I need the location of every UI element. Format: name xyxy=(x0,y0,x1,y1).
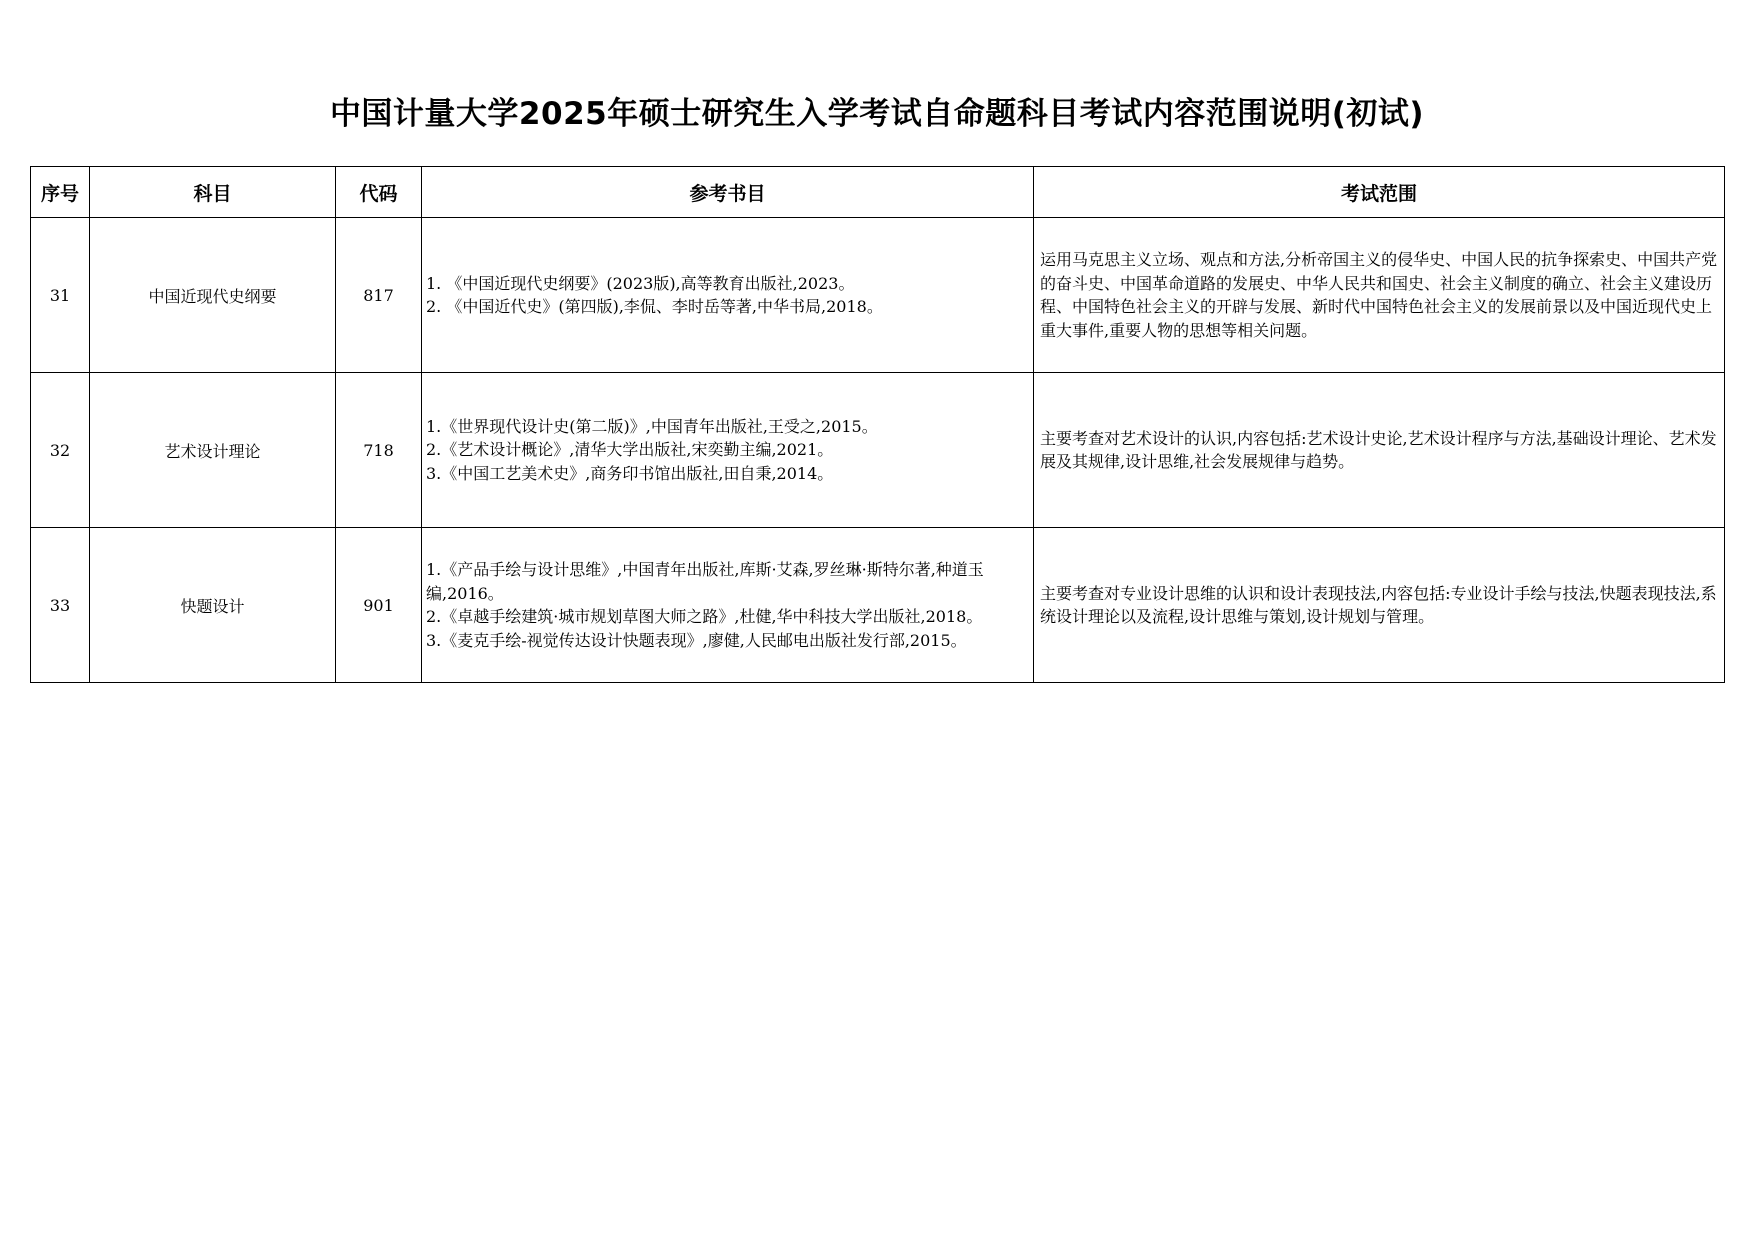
header-subject: 科目 xyxy=(90,167,336,218)
row-no: 31 xyxy=(31,218,90,373)
row-refs xyxy=(422,528,1034,683)
row-subject: 艺术设计理论 xyxy=(90,373,336,528)
row-subject: 快题设计 xyxy=(90,528,336,683)
row-refs xyxy=(422,373,1034,528)
ref-item: 1. 《中国近现代史纲要》(2023版),高等教育出版社,2023。 xyxy=(426,273,855,293)
ref-item: 2.《卓越手绘建筑·城市规划草图大师之路》,杜健,华中科技大学出版社,2018。 xyxy=(426,607,983,626)
ref-item: 1.《世界现代设计史(第二版)》,中国青年出版社,王受之,2015。 xyxy=(426,416,878,436)
ref-item: 3.《中国工艺美术史》,商务印书馆出版社,田自秉,2014。 xyxy=(426,463,834,483)
page-title: 中国计量大学2025年硕士研究生入学考试自命题科目考试内容范围说明(初试) xyxy=(329,96,1425,132)
ref-item: 1.《产品手绘与设计思维》,中国青年出版社,库斯·艾森,罗丝琳·斯特尔著,种道玉编,2016。 xyxy=(426,560,984,603)
row-no: 33 xyxy=(31,528,90,683)
row-scope: 主要考查对专业设计思维的认识和设计表现技法,内容包括:专业设计手绘与技法,快题表现技法,系统设计理论以及流程,设计思维与策划,设计规划与管理。 xyxy=(1034,528,1725,683)
row-code: 718 xyxy=(336,373,422,528)
table-row xyxy=(31,373,1725,528)
table-row xyxy=(31,218,1725,373)
header-refs: 参考书目 xyxy=(422,167,1034,218)
row-scope: 运用马克思主义立场、观点和方法,分析帝国主义的侵华史、中国人民的抗争探索史、中国共产党的奋斗史、中国革命道路的发展史、中华人民共和国史、社会主义制度的确立、社会主义建设历程、中国特色社会主义的开辟与发展、新时代中国特色社会主义的发展前景以及中国近现代史上重大事件,重要人物的思想等相关问题。 xyxy=(1034,218,1725,373)
table-header-row xyxy=(31,167,1725,218)
ref-item: 2.《艺术设计概论》,清华大学出版社,宋奕勤主编,2021。 xyxy=(426,440,834,460)
header-scope: 考试范围 xyxy=(1034,167,1725,218)
row-no: 32 xyxy=(31,373,90,528)
syllabus-table xyxy=(30,166,1725,683)
row-code: 817 xyxy=(336,218,422,373)
row-subject: 中国近现代史纲要 xyxy=(90,218,336,373)
row-code: 901 xyxy=(336,528,422,683)
row-refs xyxy=(422,218,1034,373)
header-no: 序号 xyxy=(31,167,90,218)
header-code: 代码 xyxy=(336,167,422,218)
table-row xyxy=(31,528,1725,683)
ref-item: 3.《麦克手绘-视觉传达设计快题表现》,廖健,人民邮电出版社发行部,2015。 xyxy=(426,630,967,650)
ref-item: 2. 《中国近代史》(第四版),李侃、李时岳等著,中华书局,2018。 xyxy=(426,297,883,316)
row-scope: 主要考查对艺术设计的认识,内容包括:艺术设计史论,艺术设计程序与方法,基础设计理论、艺术发展及其规律,设计思维,社会发展规律与趋势。 xyxy=(1034,373,1725,528)
